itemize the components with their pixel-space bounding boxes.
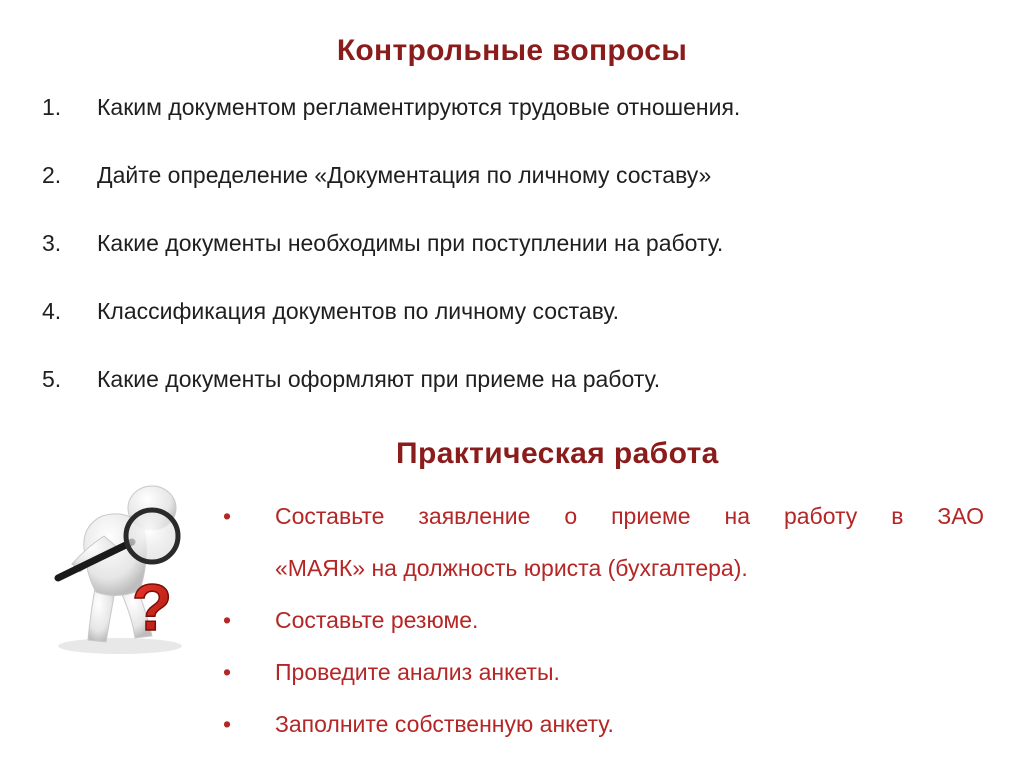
- bullet-icon: •: [223, 659, 232, 685]
- person-with-magnifier-icon: [40, 478, 210, 658]
- task-item: [220, 646, 984, 698]
- question-item: [42, 224, 992, 292]
- question-number: 3.: [42, 230, 62, 256]
- question-number: 1.: [42, 94, 62, 120]
- tasks-list: [220, 490, 984, 750]
- task-item: [220, 698, 984, 750]
- bullet-icon: •: [223, 503, 232, 529]
- question-item: [42, 88, 992, 156]
- question-item: [42, 292, 992, 360]
- task-text: Составьте резюме.: [275, 607, 479, 633]
- bullet-icon: •: [223, 607, 232, 633]
- question-number: 2.: [42, 162, 62, 188]
- task-text-line: Составьте заявление о приеме на работу в ЗАО: [275, 503, 984, 529]
- question-mark-icon: ?: [131, 570, 173, 644]
- task-text: Проведите анализ анкеты.: [275, 659, 560, 685]
- question-text: Дайте определение «Документация по личному составу»: [97, 162, 712, 188]
- question-number: 5.: [42, 366, 62, 392]
- task-text: [275, 490, 984, 594]
- bullet-icon: •: [223, 711, 232, 737]
- task-item: [220, 490, 984, 594]
- question-number: 4.: [42, 298, 62, 324]
- question-text: Каким документом регламентируются трудовые отношения.: [97, 94, 741, 120]
- slide-title: Контрольные вопросы: [336, 34, 688, 67]
- task-text: Заполните собственную анкету.: [275, 711, 614, 737]
- question-text: Классификация документов по личному составу.: [97, 298, 619, 324]
- practice-title: Практическая работа: [396, 437, 719, 470]
- task-text-line: «МАЯК» на должность юриста (бухгалтера).: [275, 555, 748, 581]
- task-item: [220, 594, 984, 646]
- questions-list: [42, 88, 992, 428]
- question-text: Какие документы необходимы при поступлении на работу.: [97, 230, 724, 256]
- question-item: [42, 156, 992, 224]
- question-text: Какие документы оформляют при приеме на работу.: [97, 366, 661, 392]
- question-item: [42, 360, 992, 428]
